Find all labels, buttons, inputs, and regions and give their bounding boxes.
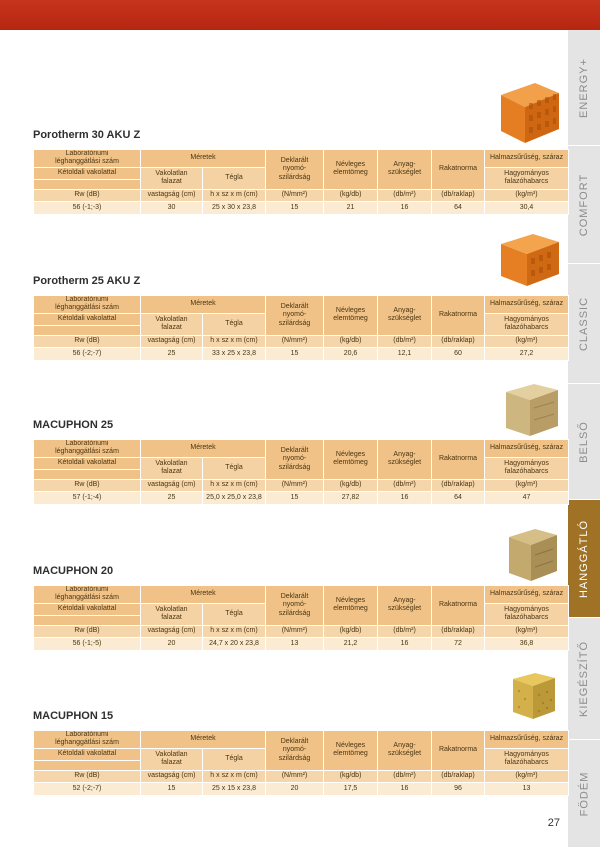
product-title: Porotherm 25 AKU Z bbox=[33, 275, 141, 287]
tab-belso[interactable] bbox=[568, 384, 600, 500]
value-dims: 25,0 x 25,0 x 23,8 bbox=[203, 491, 266, 504]
header-dimensions: Méretek bbox=[141, 296, 266, 314]
unit-material: (db/m²) bbox=[378, 335, 432, 347]
header-dimensions: Méretek bbox=[141, 586, 266, 604]
value-rw: 56 (-2;-7) bbox=[34, 347, 141, 360]
spec-table bbox=[33, 149, 569, 215]
unit-pallet: (db/raklap) bbox=[432, 625, 485, 637]
unit-dims: h x sz x m (cm) bbox=[203, 189, 266, 201]
unit-material: (db/m²) bbox=[378, 189, 432, 201]
header-brick: Tégla bbox=[203, 167, 266, 189]
unit-pallet: (db/raklap) bbox=[432, 479, 485, 491]
header-lab: Laboratóriumi léghanggátlási szám bbox=[34, 440, 141, 458]
value-pallet: 72 bbox=[432, 637, 485, 650]
unit-strength: (N/mm²) bbox=[266, 335, 324, 347]
value-thickness: 30 bbox=[141, 201, 203, 214]
header-density: Halmazsűrűség, száraz bbox=[485, 150, 569, 168]
value-rw: 56 (-1;-3) bbox=[34, 201, 141, 214]
value-rw: 56 (-1;-5) bbox=[34, 637, 141, 650]
spec-table bbox=[33, 585, 569, 651]
unit-dims: h x sz x m (cm) bbox=[203, 770, 266, 782]
header-two-sided: Kétoldali vakolattal bbox=[34, 167, 141, 179]
tab-energy-plus[interactable] bbox=[568, 30, 600, 146]
value-dims: 25 x 15 x 23,8 bbox=[203, 782, 266, 795]
header-spacer bbox=[34, 325, 141, 335]
header-strength: Deklarált nyomó- szilárdság bbox=[266, 296, 324, 336]
tab-classic[interactable] bbox=[568, 264, 600, 384]
header-strength: Deklarált nyomó- szilárdság bbox=[266, 586, 324, 626]
value-strength: 15 bbox=[266, 347, 324, 360]
tab-kiegeszito[interactable] bbox=[568, 618, 600, 740]
header-density: Halmazsűrűség, száraz bbox=[485, 731, 569, 749]
tab-label: ENERGY+ bbox=[578, 57, 591, 118]
header-pallet: Rakatnorma bbox=[432, 296, 485, 336]
unit-thickness: vastagság (cm) bbox=[141, 335, 203, 347]
tab-label: HANGGÁTLÓ bbox=[578, 519, 591, 598]
spec-table bbox=[33, 439, 569, 505]
value-weight: 21,2 bbox=[324, 637, 378, 650]
value-thickness: 25 bbox=[141, 491, 203, 504]
unit-strength: (N/mm²) bbox=[266, 189, 324, 201]
header-dimensions: Méretek bbox=[141, 440, 266, 458]
brick-image-25-aku bbox=[495, 228, 565, 290]
header-strength: Deklarált nyomó- szilárdság bbox=[266, 731, 324, 771]
value-rw: 52 (-2;-7) bbox=[34, 782, 141, 795]
header-mortar: Hagyományos falazóhabarcs bbox=[485, 748, 569, 770]
unit-pallet: (db/raklap) bbox=[432, 770, 485, 782]
value-density: 36,8 bbox=[485, 637, 569, 650]
header-unplastered: Vakolatlan falazat bbox=[141, 167, 203, 189]
tab-label: FÖDÉM bbox=[578, 771, 591, 816]
header-two-sided: Kétoldali vakolattal bbox=[34, 748, 141, 760]
header-brick: Tégla bbox=[203, 603, 266, 625]
value-strength: 13 bbox=[266, 637, 324, 650]
unit-strength: (N/mm²) bbox=[266, 625, 324, 637]
header-lab: Laboratóriumi léghanggátlási szám bbox=[34, 586, 141, 604]
value-rw: 57 (-1;-4) bbox=[34, 491, 141, 504]
unit-rw: Rw (dB) bbox=[34, 479, 141, 491]
value-thickness: 25 bbox=[141, 347, 203, 360]
unit-pallet: (db/raklap) bbox=[432, 335, 485, 347]
header-pallet: Rakatnorma bbox=[432, 440, 485, 480]
value-material: 16 bbox=[378, 782, 432, 795]
header-strength: Deklarált nyomó- szilárdság bbox=[266, 150, 324, 190]
unit-density: (kg/m³) bbox=[485, 625, 569, 637]
header-brick: Tégla bbox=[203, 457, 266, 479]
unit-pallet: (db/raklap) bbox=[432, 189, 485, 201]
unit-density: (kg/m³) bbox=[485, 479, 569, 491]
header-material: Anyag- szükséglet bbox=[378, 150, 432, 190]
header-two-sided: Kétoldali vakolattal bbox=[34, 313, 141, 325]
unit-material: (db/m²) bbox=[378, 770, 432, 782]
header-dimensions: Méretek bbox=[141, 150, 266, 168]
header-brick: Tégla bbox=[203, 313, 266, 335]
tab-hanggatlo[interactable] bbox=[568, 500, 600, 618]
value-weight: 27,82 bbox=[324, 491, 378, 504]
unit-thickness: vastagság (cm) bbox=[141, 625, 203, 637]
value-pallet: 96 bbox=[432, 782, 485, 795]
value-strength: 20 bbox=[266, 782, 324, 795]
header-weight: Névleges elemtömeg bbox=[324, 586, 378, 626]
value-material: 12,1 bbox=[378, 347, 432, 360]
value-density: 47 bbox=[485, 491, 569, 504]
unit-material: (db/m²) bbox=[378, 479, 432, 491]
header-material: Anyag- szükséglet bbox=[378, 440, 432, 480]
header-lab: Laboratóriumi léghanggátlási szám bbox=[34, 731, 141, 749]
value-weight: 17,5 bbox=[324, 782, 378, 795]
product-title: MACUPHON 25 bbox=[33, 419, 114, 431]
unit-rw: Rw (dB) bbox=[34, 770, 141, 782]
header-dimensions: Méretek bbox=[141, 731, 266, 749]
value-thickness: 15 bbox=[141, 782, 203, 795]
block-image-macuphon-25 bbox=[500, 378, 562, 440]
header-brick: Tégla bbox=[203, 748, 266, 770]
value-pallet: 60 bbox=[432, 347, 485, 360]
header-pallet: Rakatnorma bbox=[432, 586, 485, 626]
unit-rw: Rw (dB) bbox=[34, 189, 141, 201]
spec-table bbox=[33, 295, 569, 361]
value-density: 13 bbox=[485, 782, 569, 795]
header-spacer bbox=[34, 760, 141, 770]
unit-thickness: vastagság (cm) bbox=[141, 479, 203, 491]
unit-weight: (kg/db) bbox=[324, 625, 378, 637]
header-material: Anyag- szükséglet bbox=[378, 731, 432, 771]
header-weight: Névleges elemtömeg bbox=[324, 296, 378, 336]
unit-strength: (N/mm²) bbox=[266, 479, 324, 491]
unit-thickness: vastagság (cm) bbox=[141, 189, 203, 201]
unit-density: (kg/m³) bbox=[485, 335, 569, 347]
header-density: Halmazsűrűség, száraz bbox=[485, 440, 569, 458]
header-spacer bbox=[34, 469, 141, 479]
value-strength: 15 bbox=[266, 201, 324, 214]
header-weight: Névleges elemtömeg bbox=[324, 731, 378, 771]
tab-fodem[interactable] bbox=[568, 740, 600, 847]
unit-dims: h x sz x m (cm) bbox=[203, 625, 266, 637]
product-title: Porotherm 30 AKU Z bbox=[33, 129, 141, 141]
unit-density: (kg/m³) bbox=[485, 770, 569, 782]
header-spacer bbox=[34, 179, 141, 189]
header-unplastered: Vakolatlan falazat bbox=[141, 603, 203, 625]
header-density: Halmazsűrűség, száraz bbox=[485, 296, 569, 314]
tab-label: CLASSIC bbox=[578, 296, 591, 351]
tab-label: BELSŐ bbox=[578, 420, 590, 463]
tab-label: COMFORT bbox=[578, 173, 590, 236]
header-two-sided: Kétoldali vakolattal bbox=[34, 457, 141, 469]
product-title: MACUPHON 20 bbox=[33, 565, 114, 577]
value-density: 27,2 bbox=[485, 347, 569, 360]
unit-density: (kg/m³) bbox=[485, 189, 569, 201]
value-weight: 20,6 bbox=[324, 347, 378, 360]
tab-comfort[interactable] bbox=[568, 146, 600, 264]
value-thickness: 20 bbox=[141, 637, 203, 650]
header-material: Anyag- szükséglet bbox=[378, 296, 432, 336]
block-image-macuphon-20 bbox=[503, 523, 563, 585]
header-unplastered: Vakolatlan falazat bbox=[141, 313, 203, 335]
page-number: 27 bbox=[547, 817, 560, 829]
value-weight: 21 bbox=[324, 201, 378, 214]
unit-weight: (kg/db) bbox=[324, 335, 378, 347]
value-density: 30,4 bbox=[485, 201, 569, 214]
unit-dims: h x sz x m (cm) bbox=[203, 335, 266, 347]
unit-thickness: vastagság (cm) bbox=[141, 770, 203, 782]
product-title: MACUPHON 15 bbox=[33, 710, 114, 722]
header-lab: Laboratóriumi léghanggátlási szám bbox=[34, 296, 141, 314]
value-material: 16 bbox=[378, 637, 432, 650]
header-weight: Névleges elemtömeg bbox=[324, 150, 378, 190]
header-mortar: Hagyományos falazóhabarcs bbox=[485, 457, 569, 479]
header-unplastered: Vakolatlan falazat bbox=[141, 457, 203, 479]
header-lab: Laboratóriumi léghanggátlási szám bbox=[34, 150, 141, 168]
header-weight: Névleges elemtömeg bbox=[324, 440, 378, 480]
top-red-bar bbox=[0, 0, 600, 30]
header-mortar: Hagyományos falazóhabarcs bbox=[485, 167, 569, 189]
value-dims: 25 x 30 x 23,8 bbox=[203, 201, 266, 214]
tab-label: KIEGÉSZÍTŐ bbox=[578, 640, 591, 717]
header-mortar: Hagyományos falazóhabarcs bbox=[485, 603, 569, 625]
brick-image-30-aku bbox=[495, 77, 565, 147]
value-material: 16 bbox=[378, 201, 432, 214]
value-dims: 33 x 25 x 23,8 bbox=[203, 347, 266, 360]
block-image-macuphon-15 bbox=[507, 667, 561, 723]
value-strength: 15 bbox=[266, 491, 324, 504]
unit-rw: Rw (dB) bbox=[34, 625, 141, 637]
value-material: 16 bbox=[378, 491, 432, 504]
value-pallet: 64 bbox=[432, 491, 485, 504]
header-pallet: Rakatnorma bbox=[432, 731, 485, 771]
unit-material: (db/m²) bbox=[378, 625, 432, 637]
value-pallet: 64 bbox=[432, 201, 485, 214]
header-pallet: Rakatnorma bbox=[432, 150, 485, 190]
unit-weight: (kg/db) bbox=[324, 770, 378, 782]
unit-weight: (kg/db) bbox=[324, 479, 378, 491]
unit-rw: Rw (dB) bbox=[34, 335, 141, 347]
header-mortar: Hagyományos falazóhabarcs bbox=[485, 313, 569, 335]
unit-dims: h x sz x m (cm) bbox=[203, 479, 266, 491]
spec-table bbox=[33, 730, 569, 796]
side-navigation bbox=[568, 30, 600, 847]
header-spacer bbox=[34, 615, 141, 625]
header-two-sided: Kétoldali vakolattal bbox=[34, 603, 141, 615]
header-density: Halmazsűrűség, száraz bbox=[485, 586, 569, 604]
header-strength: Deklarált nyomó- szilárdság bbox=[266, 440, 324, 480]
header-unplastered: Vakolatlan falazat bbox=[141, 748, 203, 770]
unit-weight: (kg/db) bbox=[324, 189, 378, 201]
value-dims: 24,7 x 20 x 23,8 bbox=[203, 637, 266, 650]
unit-strength: (N/mm²) bbox=[266, 770, 324, 782]
header-material: Anyag- szükséglet bbox=[378, 586, 432, 626]
